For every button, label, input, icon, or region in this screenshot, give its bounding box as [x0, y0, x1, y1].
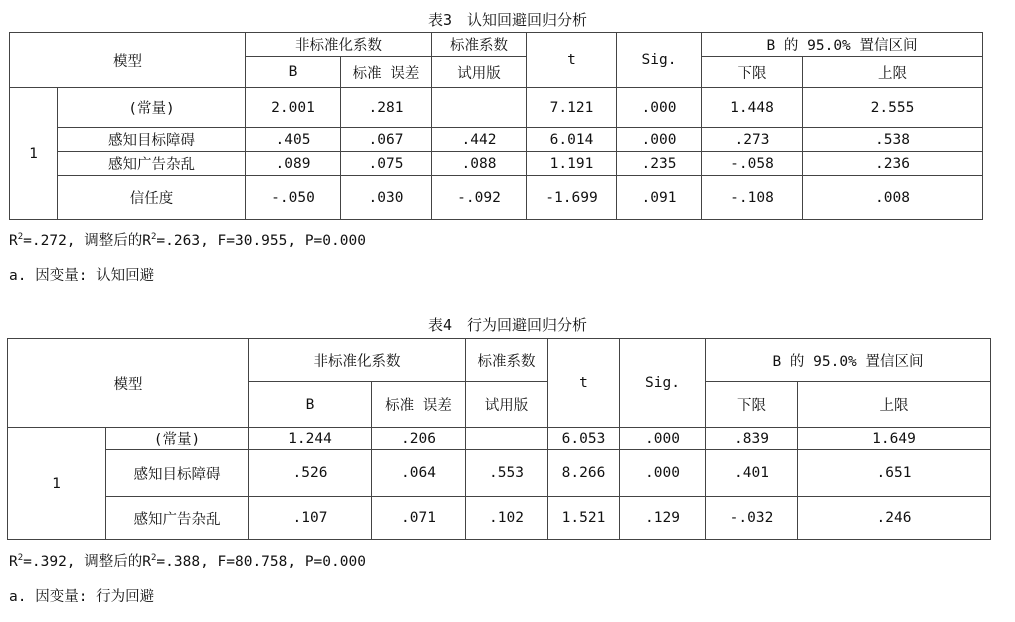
predictor-name: 感知广告杂乱	[58, 152, 246, 176]
model-number: 1	[8, 428, 106, 540]
se-value: .071	[372, 497, 466, 540]
table-row	[8, 497, 991, 540]
std-coef-header: 标准系数	[432, 33, 527, 57]
sig-value: .000	[620, 450, 706, 497]
upper-value: 2.555	[803, 88, 983, 128]
sig-value: .129	[620, 497, 706, 540]
adj-r2-text: =.388, F=80.758, P=0.000	[156, 554, 366, 570]
upper-value: .538	[803, 128, 983, 152]
adj-r2-text: =.263, F=30.955, P=0.000	[156, 233, 366, 249]
table-row	[10, 176, 983, 220]
upper-value: .008	[803, 176, 983, 220]
superscript: 2	[151, 232, 157, 243]
se-value: .075	[341, 152, 432, 176]
lower-value: -.058	[702, 152, 803, 176]
b-header: B	[246, 57, 341, 88]
b-value: .526	[249, 450, 372, 497]
lower-value: -.108	[702, 176, 803, 220]
sig-value: .091	[617, 176, 702, 220]
upper-header: 上限	[798, 382, 991, 428]
beta-value: .102	[466, 497, 548, 540]
lower-header: 下限	[702, 57, 803, 88]
b-header: B	[249, 382, 372, 428]
lower-value: 1.448	[702, 88, 803, 128]
b-value: .107	[249, 497, 372, 540]
t-value: 8.266	[548, 450, 620, 497]
trial-header: 试用版	[466, 382, 548, 428]
beta-value: .553	[466, 450, 548, 497]
table-row	[10, 152, 983, 176]
upper-header: 上限	[803, 57, 983, 88]
table3	[9, 32, 983, 220]
table4-header-row-1	[8, 339, 991, 382]
se-header: 标准 误差	[341, 57, 432, 88]
beta-value	[432, 88, 527, 128]
t-value: 7.121	[527, 88, 617, 128]
sig-header: Sig.	[620, 339, 706, 428]
table3-header-row-1	[10, 33, 983, 57]
predictor-name: 感知广告杂乱	[106, 497, 249, 540]
sig-value: .000	[617, 128, 702, 152]
se-header: 标准 误差	[372, 382, 466, 428]
b-value: 1.244	[249, 428, 372, 450]
superscript: 2	[17, 553, 24, 564]
b-value: .089	[246, 152, 341, 176]
upper-value: 1.649	[798, 428, 991, 450]
superscript: 2	[151, 553, 157, 564]
beta-value: -.092	[432, 176, 527, 220]
predictor-name: 感知目标障碍	[58, 128, 246, 152]
ci-header: B 的 95.0% 置信区间	[706, 339, 991, 382]
upper-value: .246	[798, 497, 991, 540]
b-value: .405	[246, 128, 341, 152]
t-header: t	[548, 339, 620, 428]
table4-footnote: a. 因变量: 行为回避	[9, 589, 155, 605]
table3-caption: 表3 认知回避回归分析	[427, 11, 588, 29]
lower-value: .401	[706, 450, 798, 497]
lower-header: 下限	[706, 382, 798, 428]
superscript: 2	[17, 232, 24, 243]
unstd-coef-header: 非标准化系数	[249, 339, 466, 382]
table3-footnote: a. 因变量: 认知回避	[9, 268, 155, 284]
beta-value: .088	[432, 152, 527, 176]
se-value: .030	[341, 176, 432, 220]
model-number: 1	[10, 88, 58, 220]
table4-caption: 表4 行为回避回归分析	[427, 316, 588, 334]
r2-text: =.392, 调整后的R	[23, 554, 151, 570]
t-header: t	[527, 33, 617, 88]
table3-model-stats	[9, 229, 366, 250]
lower-value: -.032	[706, 497, 798, 540]
unstd-coef-header: 非标准化系数	[246, 33, 432, 57]
table-row	[8, 428, 991, 450]
t-value: 1.191	[527, 152, 617, 176]
upper-value: .236	[803, 152, 983, 176]
table-row	[10, 88, 983, 128]
predictor-name: 信任度	[58, 176, 246, 220]
table-row	[10, 128, 983, 152]
predictor-name: (常量)	[106, 428, 249, 450]
lower-value: .273	[702, 128, 803, 152]
table-row	[8, 450, 991, 497]
predictor-name: 感知目标障碍	[106, 450, 249, 497]
t-value: 6.014	[527, 128, 617, 152]
se-value: .206	[372, 428, 466, 450]
t-value: 6.053	[548, 428, 620, 450]
model-header: 模型	[8, 339, 249, 428]
t-value: 1.521	[548, 497, 620, 540]
lower-value: .839	[706, 428, 798, 450]
r2-label: R	[9, 233, 18, 249]
b-value: -.050	[246, 176, 341, 220]
se-value: .064	[372, 450, 466, 497]
trial-header: 试用版	[432, 57, 527, 88]
beta-value: .442	[432, 128, 527, 152]
sig-value: .235	[617, 152, 702, 176]
r2-label: R	[9, 554, 18, 570]
predictor-name: (常量)	[58, 88, 246, 128]
t-value: -1.699	[527, 176, 617, 220]
model-header: 模型	[10, 33, 246, 88]
sig-value: .000	[617, 88, 702, 128]
r2-text: =.272, 调整后的R	[23, 233, 151, 249]
sig-value: .000	[620, 428, 706, 450]
se-value: .067	[341, 128, 432, 152]
se-value: .281	[341, 88, 432, 128]
std-coef-header: 标准系数	[466, 339, 548, 382]
table4	[7, 338, 991, 540]
upper-value: .651	[798, 450, 991, 497]
b-value: 2.001	[246, 88, 341, 128]
beta-value	[466, 428, 548, 450]
ci-header: B 的 95.0% 置信区间	[702, 33, 983, 57]
table4-model-stats	[9, 550, 366, 571]
sig-header: Sig.	[617, 33, 702, 88]
